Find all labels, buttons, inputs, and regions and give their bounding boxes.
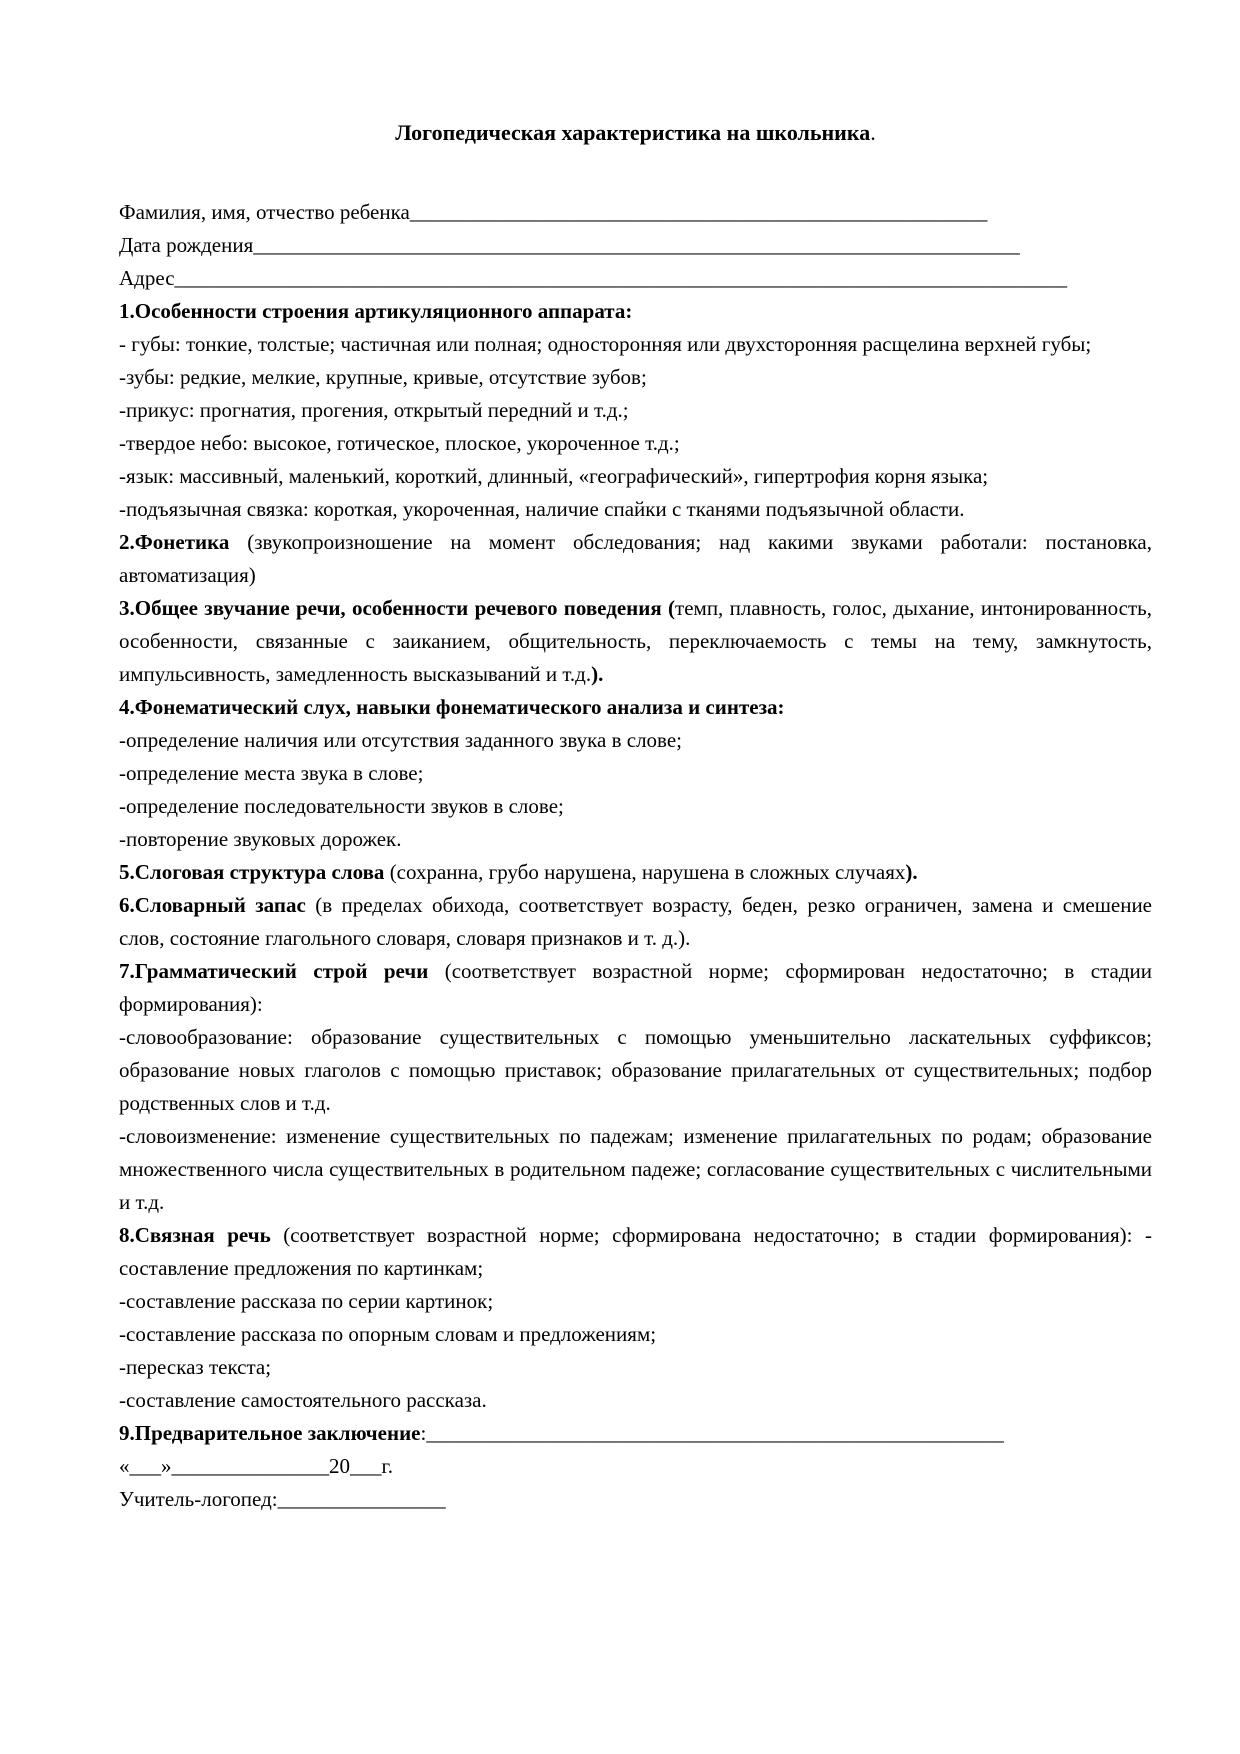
section-5-heading: 5.Слоговая структура слова xyxy=(119,860,385,884)
field-address: Адрес_____________________________________________________________________________________ xyxy=(119,266,1068,290)
section-9-line: :_______________________________________________________ xyxy=(420,1421,1004,1445)
section-3-end: ). xyxy=(591,662,604,686)
title-dot: . xyxy=(870,120,876,145)
section-2-text: (звукопроизношение на момент обследования; над какими звуками работали: постановка, автоматизация) xyxy=(119,530,1152,587)
section-3-heading: 3.Общее звучание речи, особенности речевого поведения ( xyxy=(119,596,676,620)
section-8-item: -составление самостоятельного рассказа. xyxy=(119,1388,487,1412)
section-8 xyxy=(119,1219,1152,1285)
signature-line: Учитель-логопед:________________ xyxy=(119,1487,446,1511)
section-8-item: -пересказ текста; xyxy=(119,1355,272,1379)
field-birth-date: Дата рождения_________________________________________________________________________ xyxy=(119,233,1020,257)
section-4-item: -определение места звука в слове; xyxy=(119,761,424,785)
section-2-heading: 2.Фонетика xyxy=(119,530,230,554)
section-5-text: (сохранна, грубо нарушена, нарушена в сложных случаях xyxy=(384,860,906,884)
section-4-item: -определение последовательности звуков в слове; xyxy=(119,794,564,818)
document-body xyxy=(119,196,1152,1516)
section-7-item: -словообразование: образование существительных с помощью уменьшительно ласкательных суффиксов; образование новых глаголов с помощью приставок; образование прилагательных от существительных; подбор родственных слов и т.д. xyxy=(119,1025,1152,1115)
section-3-text: темп, плавность, голос, дыхание, интонированность, особенности, связанные с заиканием, общительность, переключаемость с темы на тему, замкнутость, импульсивность, замедленность высказываний и т.д. xyxy=(119,596,1152,686)
section-3 xyxy=(119,592,1152,691)
section-4-heading: 4.Фонематический слух, навыки фонематического анализа и синтеза: xyxy=(119,695,785,719)
section-5-end: ). xyxy=(905,860,918,884)
field-fio: Фамилия, имя, отчество ребенка_______________________________________________________ xyxy=(119,200,988,224)
section-9 xyxy=(119,1417,1152,1450)
section-1-item: -прикус: прогнатия, прогения, открытый передний и т.д.; xyxy=(119,398,629,422)
section-6 xyxy=(119,889,1152,955)
section-1-item: -язык: массивный, маленький, короткий, длинный, «географический», гипертрофия корня языка; xyxy=(119,464,989,488)
section-9-heading: 9.Предварительное заключение xyxy=(119,1421,421,1445)
section-8-heading: 8.Связная речь xyxy=(119,1223,271,1247)
document-title xyxy=(119,118,1152,148)
section-5 xyxy=(119,856,1152,889)
section-7-text: (соответствует возрастной норме; сформирован недостаточно; в стадии формирования): xyxy=(119,959,1153,1016)
section-1-item: -твердое небо: высокое, готическое, плоское, укороченное т.д.; xyxy=(119,431,680,455)
section-1-item: - губы: тонкие, толстые; частичная или полная; односторонняя или двухсторонняя расщелина верхней губы; xyxy=(119,332,1092,356)
section-7-item: -словоизменение: изменение существительных по падежам; изменение прилагательных по родам; образование множественного числа существительных в родительном падеже; согласование существительных с числительными и т.д. xyxy=(119,1124,1152,1214)
section-8-item: -составление рассказа по серии картинок; xyxy=(119,1289,494,1313)
section-7 xyxy=(119,955,1152,1021)
title-text: Логопедическая характеристика на школьника xyxy=(395,120,871,145)
section-1-item: -зубы: редкие, мелкие, крупные, кривые, отсутствие зубов; xyxy=(119,365,647,389)
section-4-item: -определение наличия или отсутствия заданного звука в слове; xyxy=(119,728,683,752)
section-7-heading: 7.Грамматический строй речи xyxy=(119,959,429,983)
section-2 xyxy=(119,526,1152,592)
section-6-heading: 6.Словарный запас xyxy=(119,893,306,917)
date-line: «___»_______________20___г. xyxy=(119,1454,393,1478)
section-1-heading: 1.Особенности строения артикуляционного аппарата: xyxy=(119,299,633,323)
section-8-text: (соответствует возрастной норме; сформирована недостаточно; в стадии формирования): - составление предложения по картинкам; xyxy=(119,1223,1153,1280)
section-1-item: -подъязычная связка: короткая, укороченная, наличие спайки с тканями подъязычной области. xyxy=(119,497,965,521)
section-4-item: -повторение звуковых дорожек. xyxy=(119,827,402,851)
section-6-text: (в пределах обихода, соответствует возрасту, беден, резко ограничен, замена и смешение слов, состояние глагольного словаря, словаря признаков и т. д.). xyxy=(119,893,1152,950)
section-8-item: -составление рассказа по опорным словам и предложениям; xyxy=(119,1322,657,1346)
